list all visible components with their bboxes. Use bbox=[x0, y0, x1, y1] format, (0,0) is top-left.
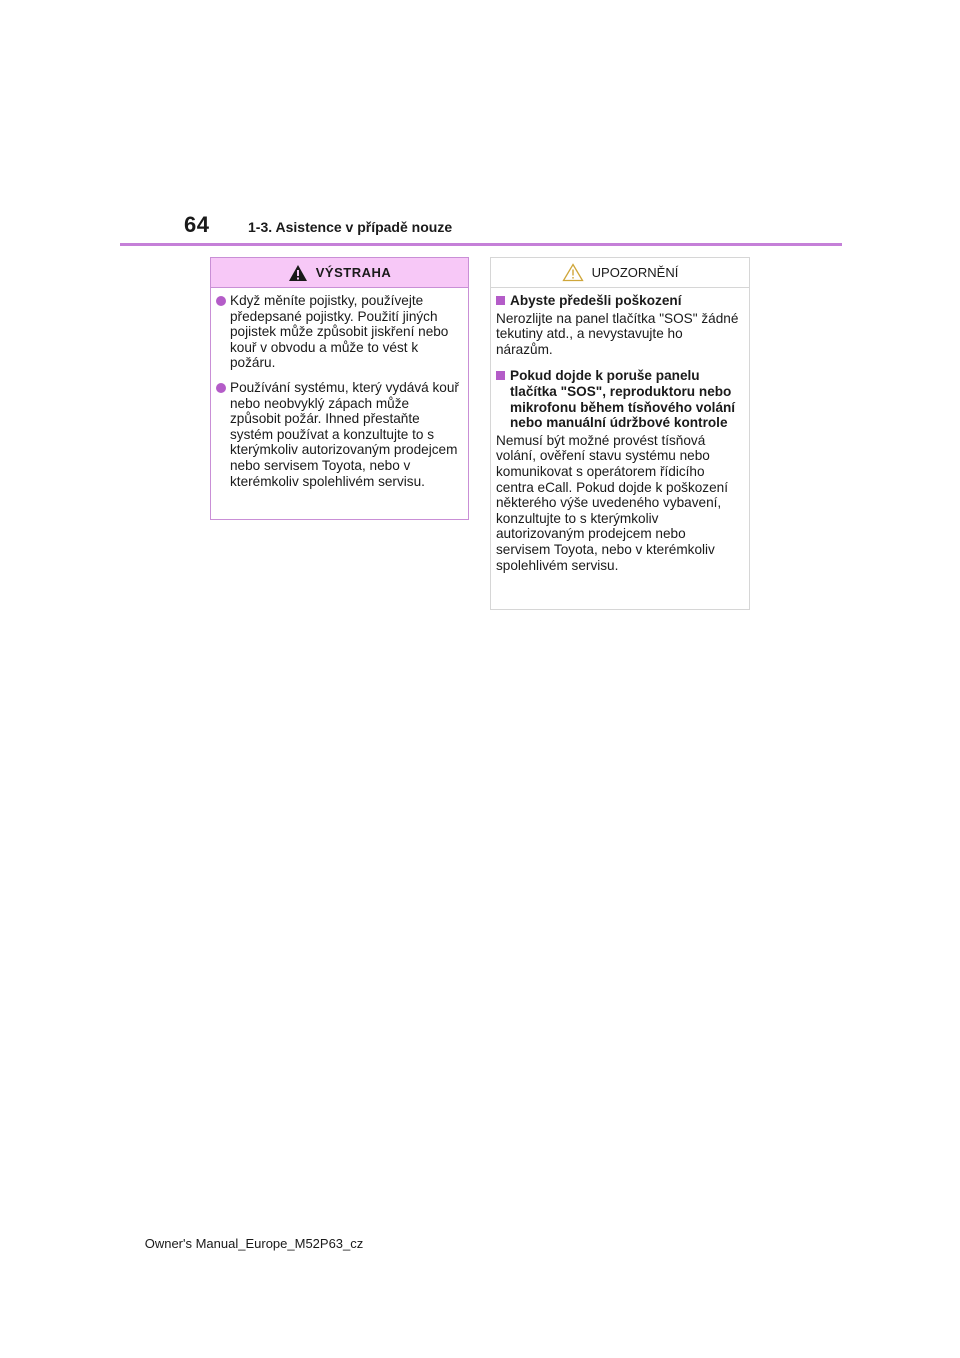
warning-item-text: Když měníte pojistky, používejte předepsané pojistky. Použití jiných pojistek může způsobit jiskření nebo kouř v obvodu a může to vést k požáru. bbox=[230, 293, 449, 371]
bullet-square-icon bbox=[496, 371, 505, 380]
warning-header bbox=[211, 258, 468, 288]
caution-heading bbox=[496, 293, 740, 309]
section-title: 1-3. Asistence v případě nouze bbox=[248, 219, 453, 235]
warning-triangle-icon bbox=[288, 264, 308, 282]
bullet-square-icon bbox=[496, 296, 505, 305]
footer-manual-id: Owner's Manual_Europe_M52P63_cz bbox=[144, 1236, 364, 1251]
caution-paragraph: Nemusí být možné provést tísňová volání, ověření stavu systému nebo komunikovat s operátorem řídicího centra eCall. Pokud dojde k poškození některého výše uvedeného vybavení, konzultujte to s kterýmkoliv autorizovaným prodejcem nebo servisem Toyota, nebo v kterémkoliv spolehlivém servisu. bbox=[496, 432, 728, 573]
caution-header bbox=[491, 258, 749, 288]
warning-title: VÝSTRAHA bbox=[315, 264, 392, 280]
caution-heading bbox=[496, 368, 740, 430]
caution-title: UPOZORNĚNÍ bbox=[591, 264, 679, 280]
bullet-dot-icon bbox=[216, 296, 226, 306]
warning-item bbox=[216, 380, 459, 489]
caution-heading-text: Abyste předešli poškození bbox=[510, 293, 682, 308]
header-rule bbox=[120, 243, 842, 246]
caution-heading-text: Pokud dojde k poruše panelu tlačítka "SOS", reproduktoru nebo mikrofonu během tísňového volání nebo manuální údržbové kontrole bbox=[510, 368, 736, 431]
page-number: 64 bbox=[184, 212, 210, 237]
caution-paragraph: Nerozlijte na panel tlačítka "SOS" žádné tekutiny atd., a nevystavujte ho nárazům. bbox=[496, 310, 739, 357]
caution-box bbox=[490, 257, 750, 610]
warning-item-text: Používání systému, který vydává kouř nebo neobvyklý zápach může způsobit požár. Ihned přestaňte systém používat a konzultujte to s kterýmkoliv autorizovaným prodejcem nebo servisem Toyota, nebo v kterémkoliv spolehlivém servisu. bbox=[230, 379, 459, 489]
caution-triangle-icon bbox=[562, 263, 584, 282]
warning-box bbox=[210, 257, 469, 520]
bullet-dot-icon bbox=[216, 383, 226, 393]
warning-item bbox=[216, 293, 459, 371]
